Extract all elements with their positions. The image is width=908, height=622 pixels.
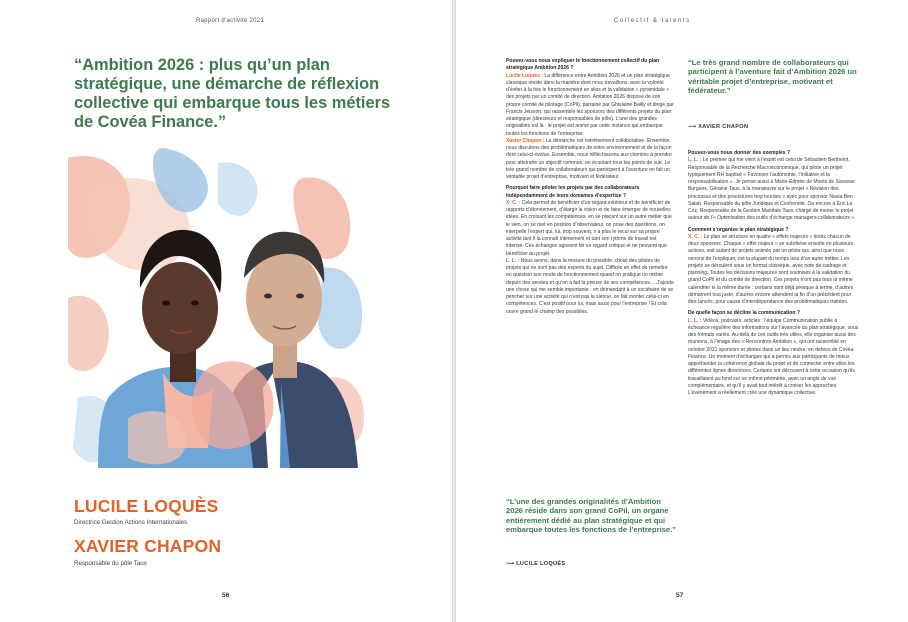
speaker: Xavier Chapon : bbox=[506, 137, 545, 144]
article-column-1 bbox=[506, 58, 674, 316]
arrow-right-icon: ⟶ bbox=[688, 124, 699, 130]
question-5: De quelle façon se décline la communication ? bbox=[688, 310, 800, 317]
running-head-right: Collectif & talents bbox=[614, 18, 691, 24]
speaker: L. L. : bbox=[688, 317, 702, 324]
answer-text: Cela permet de bénéficier d’un regard extérieur et de bénéficier de rapports d’étonnement, d’élargir la vision et de faire émerger de nouvelles idées. En croisant les compétences, en se plaçant sur un autre métier que le sien, on se met en position d’observateur, on pose des questions, on interpelle l’expert qui, lui, trop souvent, n’a plus le recul sur sa propre activité tant il la connaît intimement et tant son rythme de travail est intense. Ces échanges agissent tel un regard critique et ne peuvent que bénéficier au projet. bbox=[506, 199, 672, 257]
answer-text: Vidéos, podcasts, articles : l’équipe Communication publie à échéance régulière des informations sur l’avancée du plan stratégique, sous des formats variés. Au-delà de ces outils très utiles, elle organise aussi des réunions, à l’image des « Rencontres Ambition », qui ont rassemblé en octobre 2021 sponsors et pilotes dans un lieu neutre, en dehors de Covéa Finance. Un moment d’échanges qui a permis aux participants de mieux appréhender la cohérence globale du projet et de connecter entre elles les différentes lignes directrices. Certains ont découvert à cette occasion qu’ils travaillaient au fond sur un même périmètre, avec un angle de vue complémentaire, et qu’il y avait tout intérêt à croiser les approches. L’événement a réellement créé une dynamique collective. bbox=[688, 317, 859, 396]
answer-3 bbox=[506, 200, 674, 258]
article-column-2 bbox=[688, 150, 860, 397]
portrait-svg bbox=[68, 148, 368, 468]
portrait-illustration bbox=[68, 148, 368, 468]
answer-text: Le premier qui me vient à l’esprit est celui de Sébastien Berthelot, Responsable de la Recherche Macroéconomique, qui pilote un projet typiquement RH baptisé « Favoriser l’autonomie, l’initiative et la responsabilisation ». Je pense aussi à Marie-Edmée de Monts de Savasse Burgues, Géraine Taux, à la manœuvre sur le projet « Révision des processus et des procédures trop lourdes » avec pour sponsor Nasia Ben Salah, Responsable du pôle Juridique et Conformité. Ou encore à Éric Le Coz, Responsable de la Gestion Mandats Taux, chargé de mener le projet autour de l’« Optimisation des outils d’échange managers-collaborateurs ». bbox=[688, 157, 856, 222]
page-number-right: 57 bbox=[676, 592, 684, 599]
pull-quote-1: “L’une des grandes originalités d’Ambition 2026 réside dans son grand CoPil, un organe entièrement dédié au plan stratégique et qui embarque toutes les fonctions de l’entreprise.” bbox=[506, 497, 677, 535]
answer-text: Le plan se structure en quatre « effets majeurs » dotés chacun de deux sponsors. Chaque « effet majeur » se subdivise ensuite en plusieurs actions, soit autant de projets animés par un pilote qui, ainsi que nous venons de l’expliquer, est la plupart du temps issu d’un autre métier. Les projets se déroulent sous un format classique, avec note de cadrage et planning. Toutes les décisions majeures sont soumises à la validation du grand CoPil et du comité de direction. Ces projets n’ont pas tous la même calendrier ni la même durée : certains sont déjà presque à terme, d’autres démarrent tout juste, d’autres encore attendent la fin d’un précédent pour être lancés, pour cause d’interdépendance des problématiques traitées. bbox=[688, 233, 854, 305]
question-3: Pouvez-vous nous donner des exemples ? bbox=[688, 150, 791, 156]
answer-text: La différence entre Ambition 2026 et un plan stratégique classique réside dans la manière dont nous travaillons, avec la volonté d’éviter à la fois le fonctionnement en silos et la validation « pyramidale » des projets par un comité de direction. Ambition 2026 dispose de son propre comité de pilotage (CoPil), parrainé par Ghislaine Bailly et dirigé par Francis Jeisson, qui rassemble les sponsors des différents projets du plan stratégique (directeurs et responsables de pôle). L’une des grandes originalités est là : le projet est animé par cette instance qui embarque toutes les fonctions de l’entreprise. bbox=[506, 72, 674, 137]
question-2: Pourquoi faire piloter les projets par des collaborateurs indépendamment de leurs domaines d’expertise ? bbox=[506, 185, 640, 199]
answer-1 bbox=[506, 73, 674, 138]
running-head-left: Rapport d'activité 2021 bbox=[196, 18, 265, 24]
attribution-name: XAVIER CHAPON bbox=[698, 124, 749, 130]
person-name-1: LUCILE LOQUÈS bbox=[74, 496, 219, 516]
speaker: L. L. : bbox=[688, 157, 702, 164]
arrow-right-icon: ⟶ bbox=[506, 561, 517, 567]
answer-5 bbox=[688, 157, 860, 222]
person-role-1: Directrice Gestion Actions Internationales bbox=[74, 519, 188, 526]
answer-2 bbox=[506, 138, 674, 182]
person-name-2: XAVIER CHAPON bbox=[74, 536, 222, 556]
question-1: Pouvez-vous nous expliquer le fonctionnement collectif du plan stratégique Ambition 2026 ? bbox=[506, 58, 660, 72]
answer-6 bbox=[688, 234, 860, 307]
left-page bbox=[0, 0, 452, 622]
speaker: X. C. : bbox=[688, 233, 703, 240]
speaker: X. C. : bbox=[506, 199, 521, 206]
right-page bbox=[456, 0, 908, 622]
question-4: Comment s’organise le plan stratégique ? bbox=[688, 226, 789, 233]
answer-4 bbox=[506, 258, 674, 316]
person-role-2: Responsable du pôle Taux bbox=[74, 560, 147, 567]
answer-text: Nous avons, dans la mesure du possible, choisi des pilotes de projets qui ne sont pas des experts du sujet. Difficile en effet de remettre en question son mode de fonctionnement quand on pratique un métier depuis des années et qu’on a fait la preuve de ses compétences… J’ajoute une chose qui me semble importante : en demandant à un sociétaire de se pencher sur une activité qui n’est pas la sienne, on fait monter celui-ci en compétences. C’est positif pour lui, mais aussi pour l’entreprise ! Et cela ouvre grand le champ des possibles. bbox=[506, 257, 674, 315]
speaker: L. L. : bbox=[506, 257, 520, 264]
answer-text: La démarche est extrêmement collaborative. Ensemble, nous discutons des problématiques de notre environnement et de la façon dont celui-ci évolue. Ensemble, nous réfléchissons aux chemins à prendre pour atteindre un objectif commun, en écoutant tous les points de vue. Le très grand nombre de collaborateurs qui participent à l’aventure en fait un véritable projet d’entreprise, motivant et fédérateur. bbox=[506, 137, 672, 180]
pull-quote-2: “Le très grand nombre de collaborateurs qui participent à l’aventure fait d’Ambition 2026 un véritable projet d’entreprise, motivant et fédérateur.” bbox=[688, 58, 857, 96]
page-number-left: 56 bbox=[222, 592, 230, 599]
speaker: Lucile Loquès : bbox=[506, 72, 544, 79]
answer-7 bbox=[688, 318, 860, 398]
hero-quote: “Ambition 2026 : plus qu’un plan stratégique, une démarche de réflexion collective qui embarque tous les métiers de Covéa Finance.” bbox=[74, 56, 391, 131]
attribution-name: LUCILE LOQUÈS bbox=[516, 561, 566, 567]
pull-quote-2-attribution bbox=[688, 124, 748, 130]
pull-quote-1-attribution bbox=[506, 561, 565, 567]
